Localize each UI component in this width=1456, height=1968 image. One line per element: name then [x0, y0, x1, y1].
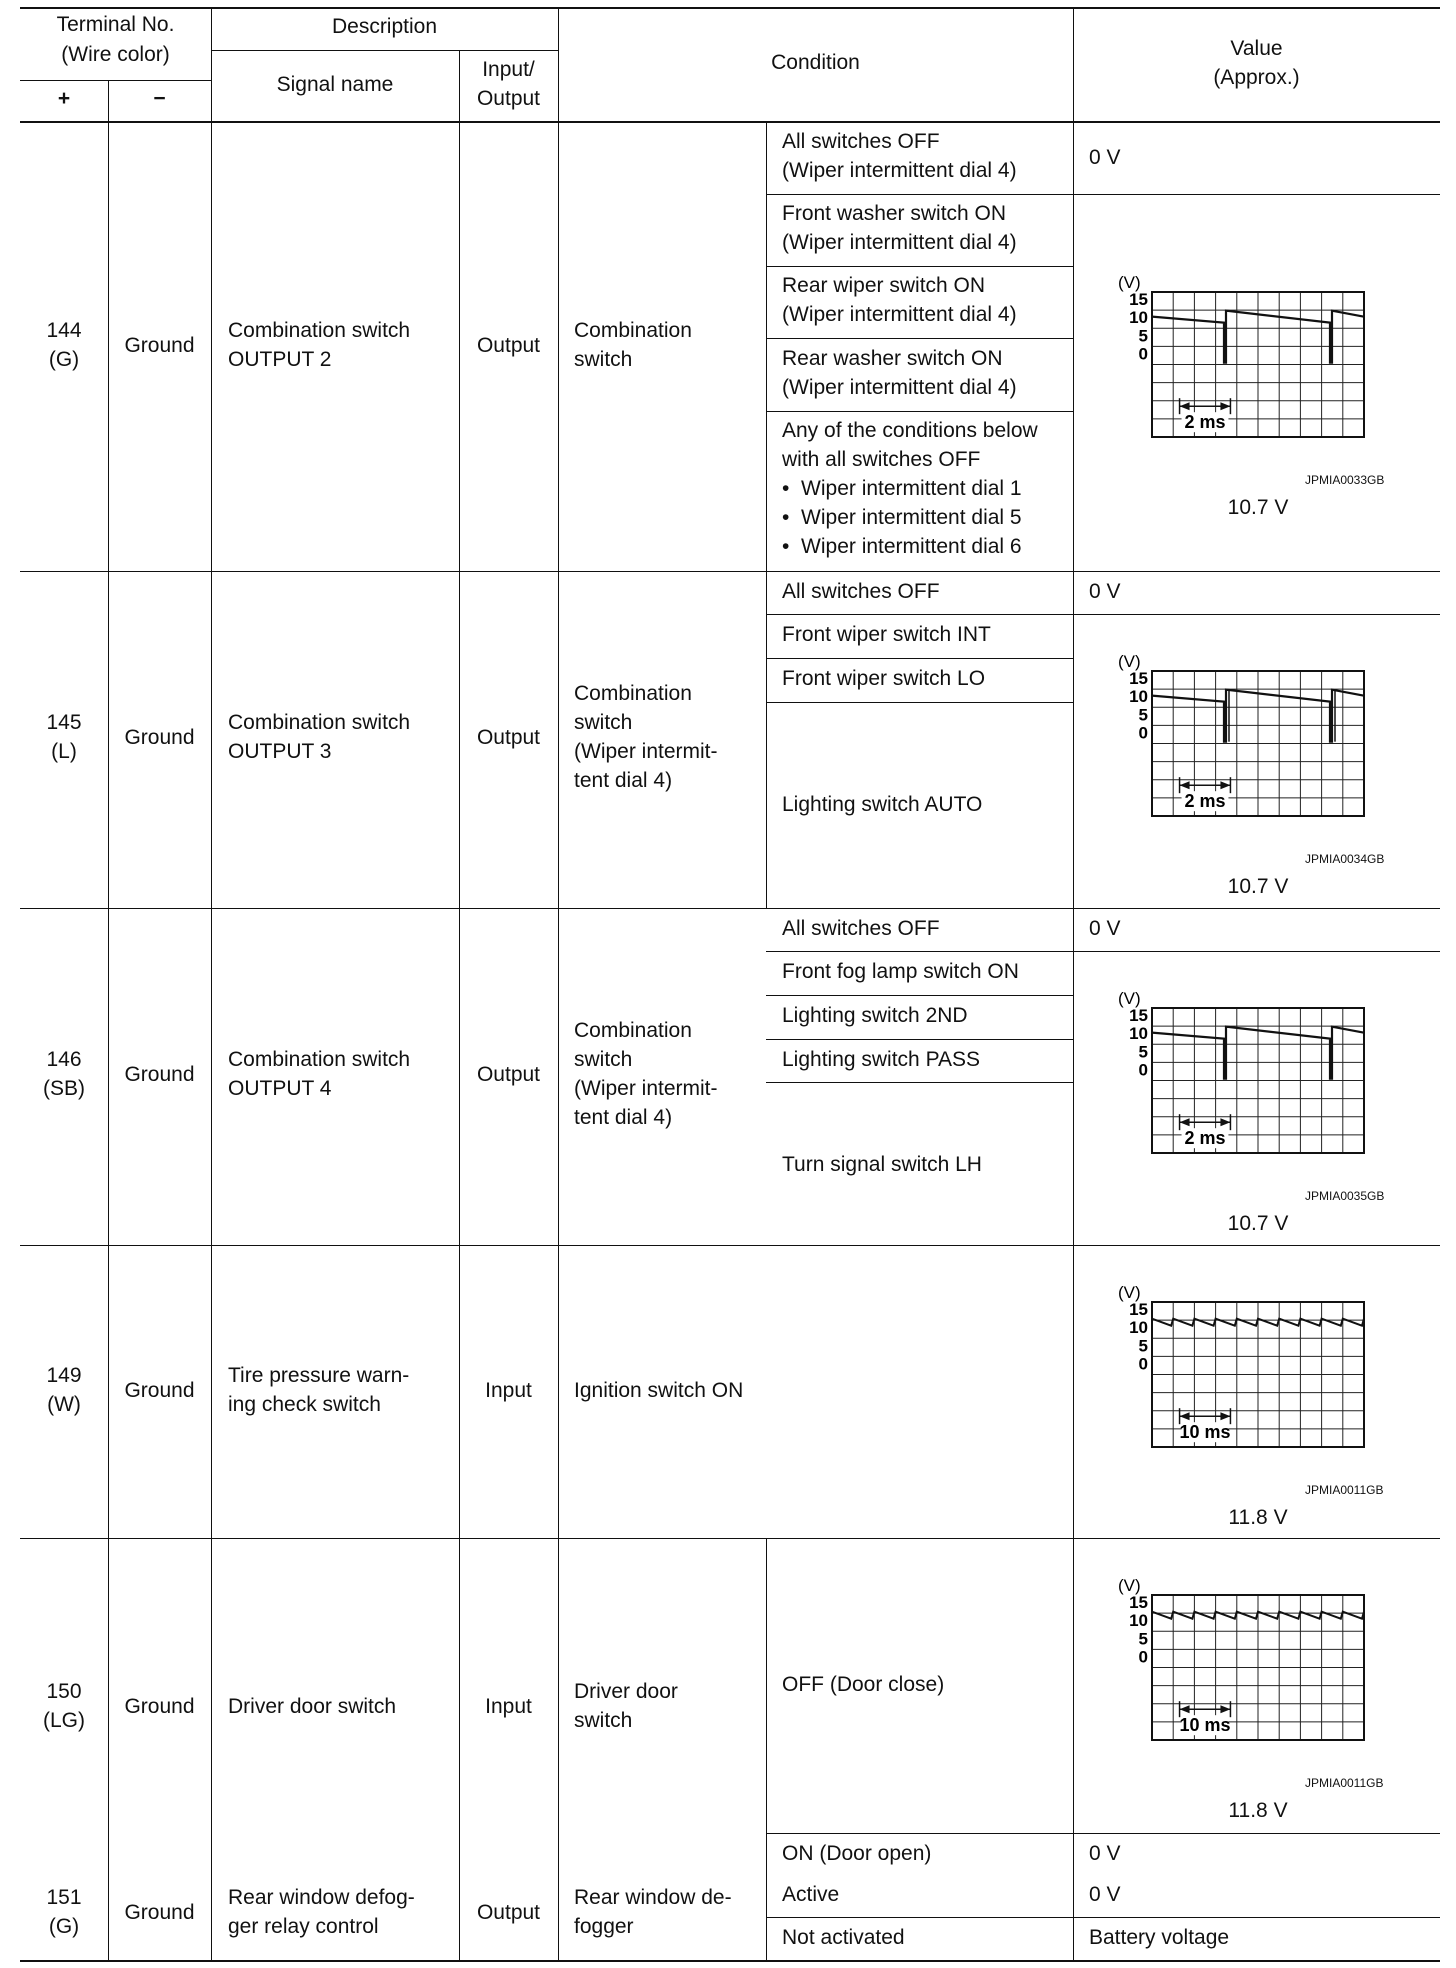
terminal-149: 149 (W): [46, 1364, 82, 1416]
scope-value-145: 10.7 V: [1227, 875, 1289, 898]
terminal-151: 151 (G): [46, 1886, 82, 1938]
value-144-off: 0 V: [1089, 146, 1121, 169]
sub-146-e: Turn signal switch LH: [782, 1153, 982, 1176]
bullet-144-1: • Wiper intermittent dial 1: [782, 477, 1022, 500]
svg-text:10: 10: [1129, 1611, 1148, 1631]
ground-144: Ground: [124, 334, 195, 357]
header-input-output: Input/ Output: [476, 58, 541, 110]
svg-text:2 ms: 2 ms: [1184, 412, 1226, 433]
svg-text:0: 0: [1138, 1060, 1148, 1080]
sub-150-b: ON (Door open): [782, 1842, 932, 1865]
svg-text:15: 15: [1129, 290, 1148, 310]
ground-150: Ground: [124, 1695, 195, 1718]
svg-text:(V): (V): [1118, 1576, 1141, 1595]
sub-144-b: Front washer switch ON (Wiper intermittent dial 4): [782, 202, 1017, 254]
header-value: Value: [1230, 37, 1283, 60]
io-149: Input: [485, 1379, 532, 1402]
sub-144-a: All switches OFF (Wiper intermittent dial 4): [782, 130, 1017, 182]
header-wire-color: (Wire color): [61, 43, 170, 66]
svg-text:5: 5: [1138, 326, 1148, 346]
svg-text:10: 10: [1129, 1318, 1148, 1338]
bullet-144-2: • Wiper intermittent dial 5: [782, 506, 1022, 529]
sub-151-a: Active: [782, 1883, 840, 1906]
scope-value-149: 11.8 V: [1228, 1506, 1288, 1529]
sub-144-d: Rear washer switch ON (Wiper intermittent dial 4): [782, 347, 1017, 399]
ref-144: JPMIA0033GB: [1305, 473, 1385, 487]
svg-text:10: 10: [1129, 308, 1148, 328]
condition-145: Combination switch (Wiper intermit- tent dial 4): [574, 682, 718, 792]
header-condition: Condition: [771, 51, 860, 74]
svg-text:0: 0: [1138, 723, 1148, 743]
signal-150: Driver door switch: [228, 1695, 397, 1718]
sub-146-a: All switches OFF: [782, 917, 940, 940]
sub-146-d: Lighting switch PASS: [782, 1048, 981, 1071]
io-145: Output: [476, 726, 541, 749]
svg-text:15: 15: [1129, 669, 1148, 689]
header-description: Description: [331, 15, 438, 38]
sub-145-a: All switches OFF: [782, 580, 940, 603]
ground-149: Ground: [124, 1379, 195, 1402]
ref-149: JPMIA0011GB: [1305, 1483, 1384, 1497]
ref-146: JPMIA0035GB: [1305, 1189, 1385, 1203]
sub-146-b: Front fog lamp switch ON: [782, 960, 1019, 983]
svg-text:2 ms: 2 ms: [1184, 1128, 1226, 1149]
svg-text:2 ms: 2 ms: [1184, 791, 1226, 812]
signal-146: Combination switch OUTPUT 4: [228, 1048, 411, 1100]
svg-text:(V): (V): [1118, 1283, 1141, 1302]
header-plus: +: [57, 87, 71, 110]
ref-145: JPMIA0034GB: [1305, 852, 1385, 866]
scope-value-144: 10.7 V: [1227, 496, 1289, 519]
value-151-b: Battery voltage: [1089, 1926, 1230, 1949]
condition-146: Combination switch (Wiper intermit- tent dial 4): [574, 1019, 718, 1129]
svg-text:(V): (V): [1118, 273, 1141, 292]
header-signal-name: Signal name: [276, 73, 394, 96]
svg-text:10 ms: 10 ms: [1179, 1422, 1231, 1443]
condition-144: Combination switch: [574, 319, 692, 371]
svg-text:10: 10: [1129, 687, 1148, 707]
header-approx: (Approx.): [1213, 66, 1300, 89]
terminal-144: 144 (G): [46, 319, 82, 371]
io-146: Output: [476, 1063, 541, 1086]
condition-149: Ignition switch ON: [574, 1379, 744, 1402]
value-150-on: 0 V: [1089, 1842, 1121, 1865]
sub-144-c: Rear wiper switch ON (Wiper intermittent dial 4): [782, 274, 1017, 326]
header-terminal-no: Terminal No.: [56, 13, 175, 36]
condition-150: Driver door switch: [574, 1680, 678, 1732]
signal-145: Combination switch OUTPUT 3: [228, 711, 411, 763]
svg-text:15: 15: [1129, 1300, 1148, 1320]
sub-144-e: Any of the conditions below with all switches OFF: [782, 419, 1038, 471]
oscilloscope-146: [1110, 989, 1370, 1163]
svg-text:10 ms: 10 ms: [1179, 1715, 1231, 1736]
signal-149: Tire pressure warn- ing check switch: [228, 1364, 410, 1416]
sub-146-c: Lighting switch 2ND: [782, 1004, 968, 1027]
svg-text:10: 10: [1129, 1024, 1148, 1044]
ground-151: Ground: [124, 1901, 195, 1924]
svg-text:5: 5: [1138, 705, 1148, 725]
svg-text:5: 5: [1138, 1042, 1148, 1062]
svg-text:5: 5: [1138, 1629, 1148, 1649]
svg-text:0: 0: [1138, 1354, 1148, 1374]
sub-150-a: OFF (Door close): [782, 1673, 945, 1696]
sub-145-d: Lighting switch AUTO: [782, 793, 983, 816]
oscilloscope-149: [1110, 1283, 1370, 1457]
oscilloscope-144: [1110, 273, 1370, 447]
ground-146: Ground: [124, 1063, 195, 1086]
svg-text:0: 0: [1138, 1647, 1148, 1667]
svg-text:15: 15: [1129, 1006, 1148, 1026]
value-151-a: 0 V: [1089, 1883, 1121, 1906]
sub-145-b: Front wiper switch INT: [782, 623, 991, 646]
svg-text:15: 15: [1129, 1593, 1148, 1613]
bullet-144-3: • Wiper intermittent dial 6: [782, 535, 1022, 558]
scope-value-150: 11.8 V: [1228, 1799, 1288, 1822]
terminal-146: 146 (SB): [43, 1048, 85, 1100]
svg-text:0: 0: [1138, 344, 1148, 364]
io-151: Output: [476, 1901, 541, 1924]
sub-151-b: Not activated: [782, 1926, 905, 1949]
condition-151: Rear window de- fogger: [574, 1886, 732, 1938]
signal-151: Rear window defog- ger relay control: [228, 1886, 415, 1938]
ground-145: Ground: [124, 726, 195, 749]
signal-144: Combination switch OUTPUT 2: [228, 319, 411, 371]
sub-145-c: Front wiper switch LO: [782, 667, 986, 690]
svg-text:5: 5: [1138, 1336, 1148, 1356]
terminal-145: 145 (L): [46, 711, 82, 763]
header-minus: −: [153, 87, 166, 110]
oscilloscope-150: [1110, 1576, 1370, 1750]
ref-150: JPMIA0011GB: [1305, 1776, 1384, 1790]
svg-text:(V): (V): [1118, 652, 1141, 671]
value-145-off: 0 V: [1089, 580, 1121, 603]
terminal-150: 150 (LG): [43, 1680, 85, 1732]
oscilloscope-145: [1110, 652, 1370, 826]
io-150: Input: [485, 1695, 532, 1718]
svg-text:(V): (V): [1118, 989, 1141, 1008]
io-144: Output: [476, 334, 541, 357]
value-146-off: 0 V: [1089, 917, 1121, 940]
scope-value-146: 10.7 V: [1227, 1212, 1289, 1235]
